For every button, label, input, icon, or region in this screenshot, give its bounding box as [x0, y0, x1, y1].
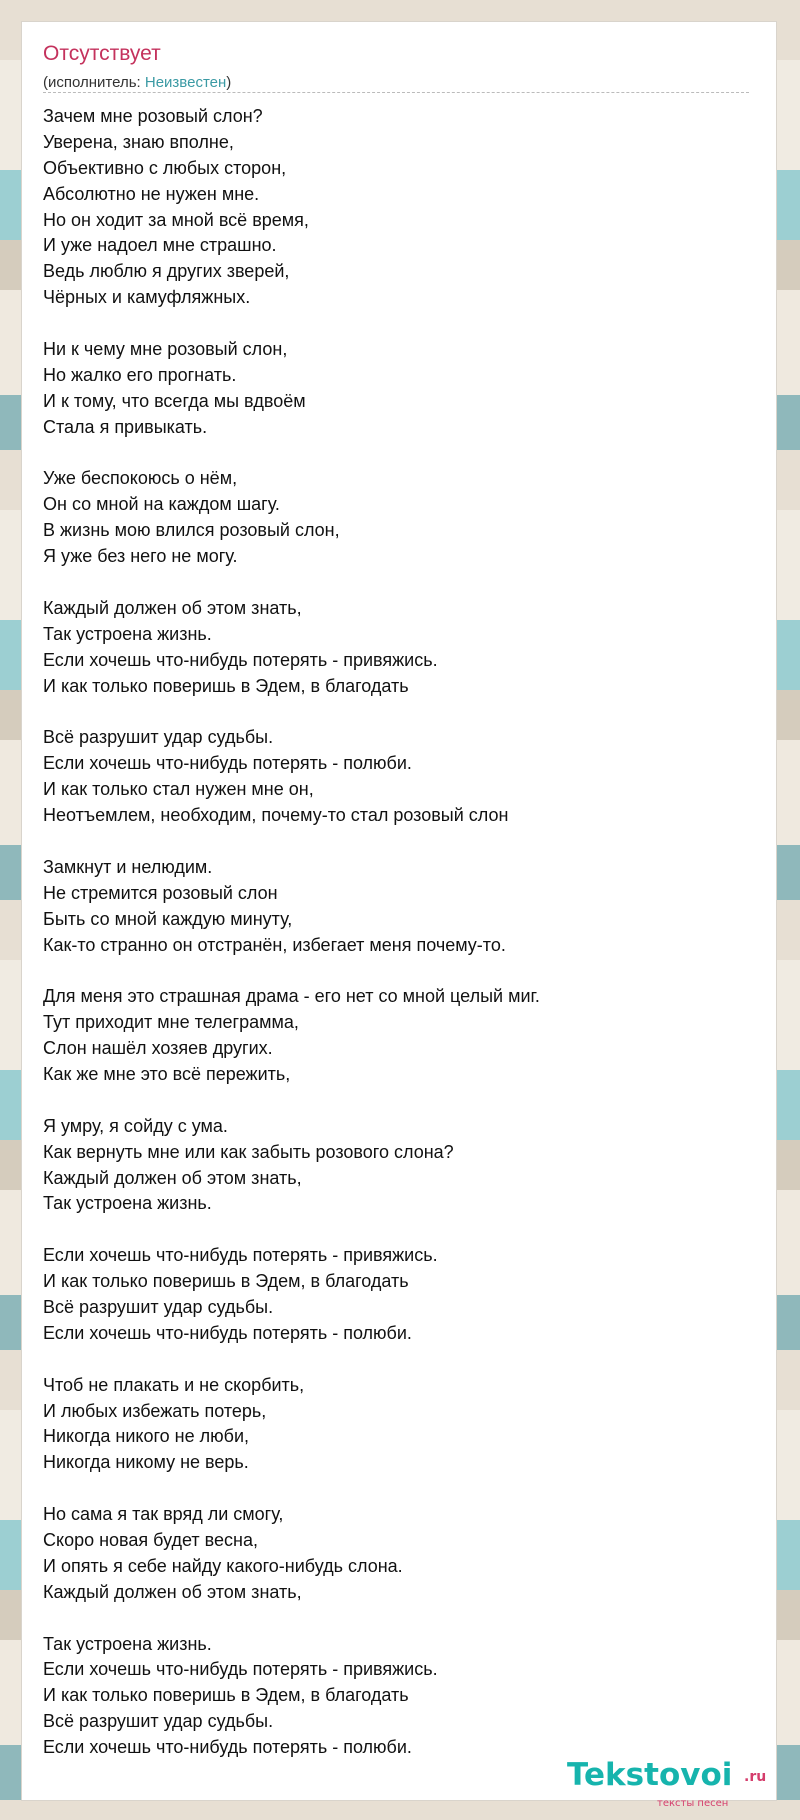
lyric-line: Так устроена жизнь. [43, 1193, 212, 1214]
song-title: Отсутствует [43, 42, 161, 65]
lyric-line: Тут приходит мне телеграмма, [43, 1012, 299, 1033]
lyric-line: Как-то странно он отстранён, избегает меня почему-то. [43, 934, 506, 955]
lyric-line: Каждый должен об этом знать, [43, 597, 302, 618]
lyric-line: И как только поверишь в Эдем, в благодать [43, 675, 409, 696]
lyric-line: В жизнь мою влился розовый слон, [43, 520, 340, 541]
lyric-line [43, 958, 743, 984]
lyric-line [43, 441, 743, 467]
lyric-line: Никогда никому не верь. [43, 1452, 249, 1473]
lyric-line: Так устроена жизнь. [43, 1633, 212, 1654]
lyric-line [43, 699, 743, 725]
lyric-line: Но сама я так вряд ли смогу, [43, 1504, 284, 1525]
lyric-line: Если хочешь что-нибудь потерять - привяжись. [43, 1245, 438, 1266]
site-logo[interactable] [567, 1757, 767, 1817]
lyric-line: И любых избежать потерь, [43, 1400, 267, 1421]
lyric-line: Каждый должен об этом знать, [43, 1581, 302, 1602]
lyric-line: Ни к чему мне розовый слон, [43, 339, 288, 360]
lyric-line: Зачем мне розовый слон? [43, 106, 263, 126]
lyric-line: И как только поверишь в Эдем, в благодать [43, 1685, 409, 1706]
lyric-line: И опять я себе найду какого-нибудь слона. [43, 1555, 403, 1576]
lyric-line: Быть со мной каждую минуту, [43, 908, 293, 929]
lyric-line: И к тому, что всегда мы вдвоём [43, 390, 306, 411]
lyric-line: Скоро новая будет весна, [43, 1529, 258, 1550]
lyric-line: Уже беспокоюсь о нём, [43, 468, 238, 489]
lyric-line: Я уже без него не могу. [43, 546, 238, 567]
lyric-line: Неотъемлем, необходим, почему-то стал розовый слон [43, 805, 509, 826]
lyric-line: Если хочешь что-нибудь потерять - полюби. [43, 753, 412, 774]
lyric-line: Слон нашёл хозяев других. [43, 1038, 273, 1059]
lyric-line: Если хочешь что-нибудь потерять - привяжись. [43, 649, 438, 670]
lyric-line [43, 1606, 743, 1632]
lyric-line [43, 1088, 743, 1114]
lyric-line: Как вернуть мне или как забыть розового слона? [43, 1141, 454, 1162]
lyric-line [43, 1476, 743, 1502]
lyric-line: Уверена, знаю вполне, [43, 131, 234, 152]
lyric-line: Чтоб не плакать и не скорбить, [43, 1374, 305, 1395]
performer-line [43, 74, 231, 91]
lyric-line: Если хочешь что-нибудь потерять - привяжись. [43, 1659, 438, 1680]
lyric-line: Замкнут и нелюдим. [43, 856, 213, 877]
lyric-line: Если хочешь что-нибудь потерять - полюби. [43, 1737, 412, 1758]
logo-subtitle: тексты песен [657, 1798, 729, 1809]
lyric-line: Не стремится розовый слон [43, 882, 278, 903]
performer-label: (исполнитель: [43, 74, 145, 91]
performer-close: ) [226, 74, 232, 91]
lyric-line: Всё разрушит удар судьбы. [43, 1711, 274, 1732]
lyric-line: Стала я привыкать. [43, 416, 208, 437]
header-divider [43, 92, 749, 93]
lyric-line: Никогда никого не люби, [43, 1426, 249, 1447]
lyrics-text [43, 104, 743, 1761]
lyric-line: Ведь люблю я других зверей, [43, 261, 290, 282]
lyric-line [43, 570, 743, 596]
lyric-line: Я умру, я сойду с ума. [43, 1115, 228, 1136]
lyric-line [43, 1217, 743, 1243]
lyric-line: Чёрных и камуфляжных. [43, 287, 251, 308]
lyric-line: И уже надоел мне страшно. [43, 235, 277, 256]
lyric-line: И как только поверишь в Эдем, в благодать [43, 1271, 409, 1292]
performer-link[interactable]: Неизвестен [144, 74, 227, 91]
lyric-line: Если хочешь что-нибудь потерять - полюби. [43, 1322, 412, 1343]
lyric-line: Но жалко его прогнать. [43, 364, 237, 385]
lyric-line: Но он ходит за мной всё время, [43, 209, 309, 230]
lyric-line: Так устроена жизнь. [43, 623, 212, 644]
lyric-line [43, 829, 743, 855]
lyric-line [43, 311, 743, 337]
lyric-line: Абсолютно не нужен мне. [43, 183, 260, 204]
lyric-line: Всё разрушит удар судьбы. [43, 1296, 274, 1317]
lyric-line: Всё разрушит удар судьбы. [43, 727, 274, 748]
lyric-line: Он со мной на каждом шагу. [43, 494, 280, 515]
lyric-line: Как же мне это всё пережить, [43, 1063, 291, 1084]
lyric-line [43, 1347, 743, 1373]
lyric-line: И как только стал нужен мне он, [43, 779, 314, 800]
lyric-line: Для меня это страшная драма - его нет со мной целый миг. [43, 986, 540, 1007]
logo-wordmark: Tekstovoi [567, 1757, 733, 1793]
logo-domain: .ru [744, 1769, 767, 1785]
lyric-line: Каждый должен об этом знать, [43, 1167, 302, 1188]
lyric-line: Объективно с любых сторон, [43, 157, 287, 178]
lyrics-card [21, 21, 777, 1809]
